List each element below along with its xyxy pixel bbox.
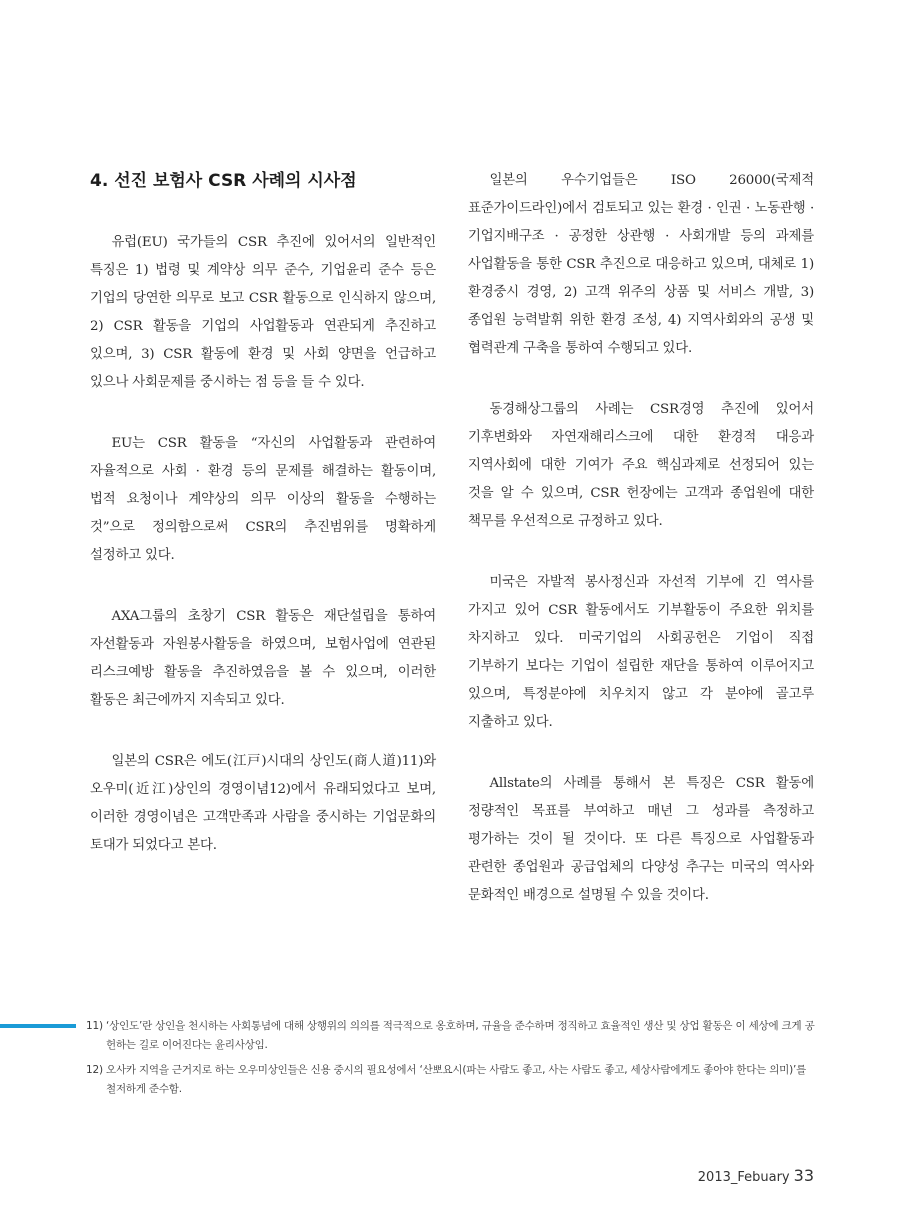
body-paragraph: 일본의 CSR은 에도(江戸)시대의 상인도(商人道)11)와 오우미(近江)상인의 경영이념12)에서 유래되었다고 보며, 이러한 경영이념은 고객만족과 사람을 중시하는 기업문화의 토대가 되었다고 본다. bbox=[90, 754, 436, 853]
body-paragraph: EU는 CSR 활동을 “자신의 사업활동과 관련하여 자율적으로 사회 · 환경 등의 문제를 해결하는 활동이며, 법적 요청이나 계약상의 의무 이상의 활동을 수행하는 것”으로 정의함으로써 CSR의 추진범위를 명확하게 설정하고 있다. bbox=[90, 436, 436, 563]
body-paragraph: Allstate의 사례를 통해서 본 특징은 CSR 활동에 정량적인 목표를 부여하고 매년 그 성과를 측정하고 평가하는 것이 될 것이다. 또 다른 특징으로 사업활동과 관련한 종업원과 공급업체의 다양성 추구는 미국의 역사와 문화적인 배경으로 설명될 수 있을 것이다. bbox=[468, 776, 814, 903]
footnote-accent-bar bbox=[0, 1024, 76, 1028]
page-number: 33 bbox=[793, 1166, 814, 1185]
body-paragraph: 미국은 자발적 봉사정신과 자선적 기부에 긴 역사를 가지고 있어 CSR 활동에서도 기부활동이 주요한 위치를 차지하고 있다. 미국기업의 사회공헌은 기업이 직접 기부하기 보다는 기업이 설립한 재단을 통하여 이루어지고 있으며, 특정분야에 치우치지 않고 각 분야에 골고루 지출하고 있다. bbox=[468, 575, 814, 730]
footnotes bbox=[86, 1017, 816, 1105]
footnote: 11) ‘상인도’란 상인을 천시하는 사회통념에 대해 상행위의 의의를 적극적으로 옹호하며, 규율을 준수하며 정직하고 효율적인 생산 및 상업 활동은 이 세상에 크게 공헌하는 길로 이어진다는 윤리사상임. bbox=[86, 1020, 815, 1051]
footnote: 12) 오사카 지역을 근거지로 하는 오우미상인들은 신용 중시의 필요성에서 ‘산뽀요시(파는 사람도 좋고, 사는 사람도 좋고, 세상사람에게도 좋아야 한다는 의미)’를 철저하게 준수함. bbox=[86, 1064, 807, 1095]
body-paragraph: 일본의 우수기업들은 ISO 26000(국제적 표준가이드라인)에서 검토되고 있는 환경 · 인권 · 노동관행 · 기업지배구조 · 공정한 상관행 · 사회개발 등의 과제를 사업활동을 통한 CSR 추진으로 대응하고 있으며, 대체로 1) 환경중시 경영, 2) 고객 위주의 상품 및 서비스 개발, 3) 종업원 능력발휘 위한 환경 조성, 4) 지역사회와의 공생 및 협력관계 구축을 통하여 수행되고 있다. bbox=[468, 173, 814, 356]
page-footer bbox=[698, 1166, 814, 1185]
right-column bbox=[468, 166, 814, 943]
body-paragraph: 유럽(EU) 국가들의 CSR 추진에 있어서의 일반적인 특징은 1) 법령 및 계약상 의무 준수, 기업윤리 준수 등은 기업의 당연한 의무로 보고 CSR 활동으로 인식하지 않으며, 2) CSR 활동을 기업의 사업활동과 연관되게 추진하고 있으며, 3) CSR 활동에 환경 및 사회 양면을 언급하고 있으나 사회문제를 중시하는 점 등을 들 수 있다. bbox=[90, 235, 436, 390]
issue-label: 2013_Febuary bbox=[697, 1170, 790, 1185]
left-column bbox=[90, 166, 436, 893]
body-paragraph: AXA그룹의 초창기 CSR 활동은 재단설립을 통하여 자선활동과 자원봉사활동을 하였으며, 보험사업에 연관된 리스크예방 활동을 추진하였음을 볼 수 있으며, 이러한 활동은 최근에까지 지속되고 있다. bbox=[90, 609, 436, 708]
section-title: 4. 선진 보험사 CSR 사례의 시사점 bbox=[90, 171, 357, 191]
body-paragraph: 동경해상그룹의 사례는 CSR경영 추진에 있어서 기후변화와 자연재해리스크에 대한 환경적 대응과 지역사회에 대한 기여가 주요 핵심과제로 선정되어 있는 것을 알 수 있으며, CSR 헌장에는 고객과 종업원에 대한 책무를 우선적으로 규정하고 있다. bbox=[468, 402, 814, 529]
